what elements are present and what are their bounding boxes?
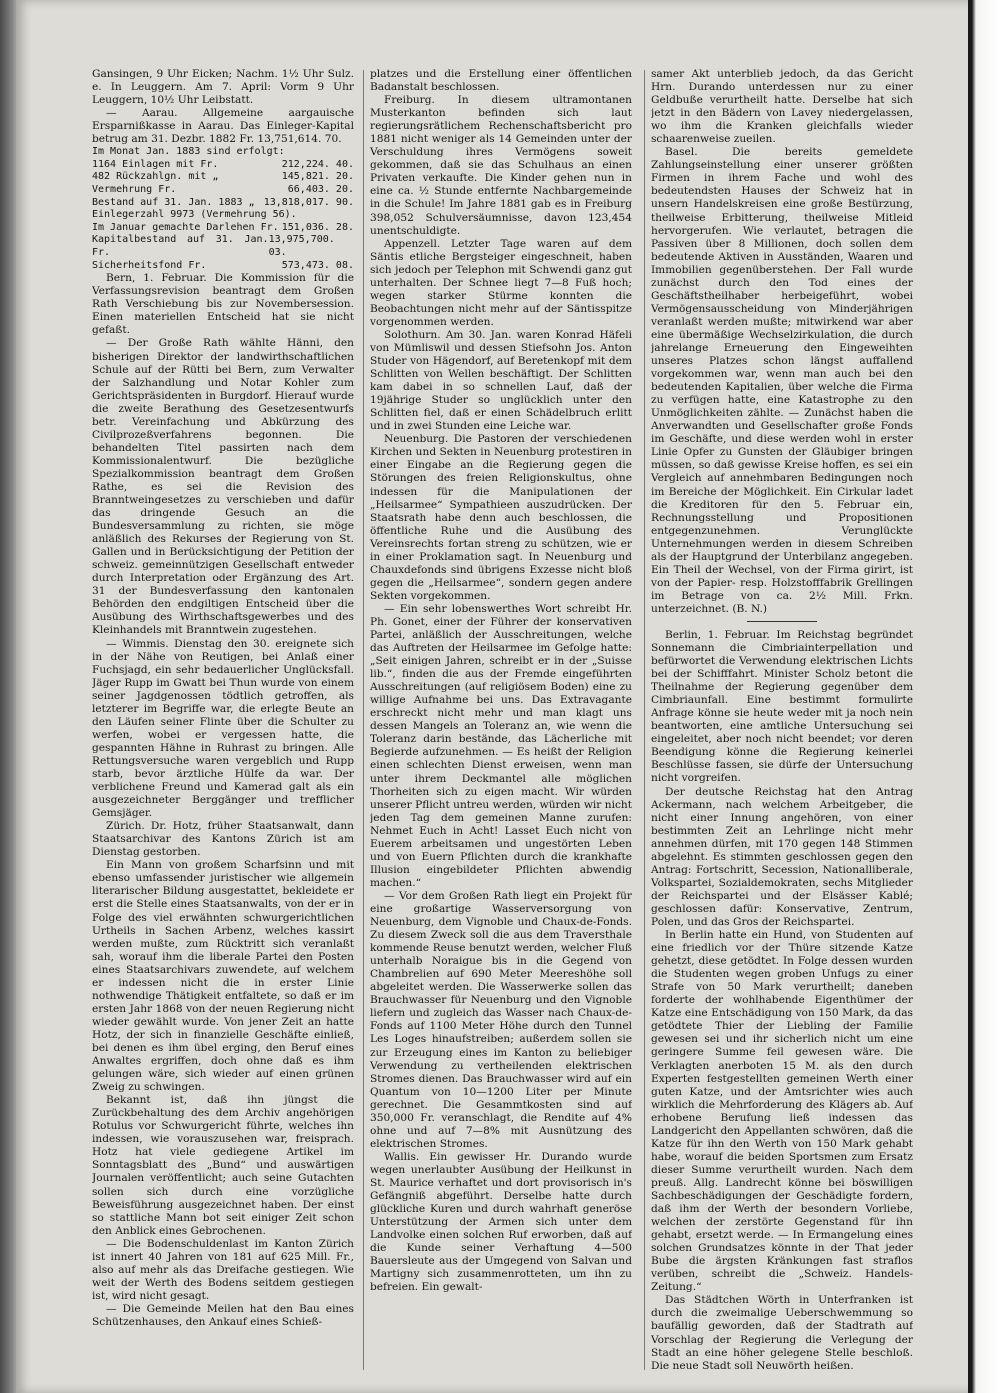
ledger-row: 1164 Einlagen mit Fr. 212,224. 40. (92, 158, 354, 170)
text-column-2 (370, 68, 632, 1378)
ledger-row: Kapitalbestand auf 31. Jan. Fr. 13,975,700. 03. (92, 234, 335, 259)
text-column-1 (92, 68, 354, 1378)
article-paragraph: Zürich. Dr. Hotz, früher Staatsanwalt, dann Staatsarchivar des Kantons Zürich ist am Dienstag gestorben. (92, 820, 354, 859)
article-paragraph: Appenzell. Letzter Tage waren auf dem Säntis etliche Bergsteiger eingeschneit, haben sich jedoch per Telephon mit Schwendi ganz gut unterhalten. Der Schnee liegt 7—8 Fuß hoch; wegen starker Stürme konnten die Beobachtungen nicht mehr auf der Säntisspitze vorgenommen werden. (370, 237, 632, 328)
article-paragraph: Solothurn. Am 30. Jan. waren Konrad Häfeli von Mümliswil und dessen Stiefsohn Jos. Anton Studer von Hägendorf, auf Beretenkopf mit dem Schlitten von Wellen beschäftigt. Der Schlitten kam dabei in so schnellen Lauf, daß der 19jährige Studer so unglücklich unter den Schlitten fiel, daß er einen Schädelbruch erlitt und in zwei Stunden eine Leiche war. (370, 328, 632, 433)
article-paragraph: Neuenburg. Die Pastoren der verschiedenen Kirchen und Sekten in Neuenburg protestiren in einer Eingabe an die Regierung gegen die Störungen des freien Religionskultus, ohne indessen für die Manipulationen der „Heilsarmee“ Sympathieen auszudrücken. Der Staatsrath habe denn auch beschlossen, die öffentliche Ruhe und die Ausübung des Vereinsrechts fortan streng zu schützen, wie er in einer Proklamation sagt. In Neuenburg und Chauxdefonds sind übrigens Exzesse nicht bloß gegen die „Heilsarmee“, sondern gegen andere Sekten vorgekommen. (370, 433, 632, 602)
article-paragraph: Wallis. Ein gewisser Hr. Durando wurde wegen unerlaubter Ausübung der Heilkunst in St. Maurice verhaftet und dort provisorisch in's Gefängniß abgeführt. Derselbe hatte durch glückliche Kuren und durch wahrhaft generöse Unterstützung der Armen sich unter dem Landvolke einen solchen Ruf erworben, daß auf die Kunde seiner Verhaftung 4—500 Bauersleute aus der Umgegend von Salvan und Martigny sich zusammenrotteten, um ihn zu befreien. Ein gewalt- (370, 1150, 632, 1294)
article-paragraph: — Die Gemeinde Meilen hat den Bau eines Schützenhauses, den Ankauf eines Schieß- (92, 1302, 354, 1328)
article-paragraph: Basel. Die bereits gemeldete Zahlungseinstellung einer unserer größten Firmen in ihrem Fache und wohl des bedeutendsten Hauses der Schweiz hat in unsern Handelskreisen eine große Bestürzung, theilweise Erbitterung, theilweise Mitleid hervorgerufen. Wie verlautet, betragen die Passiven über 8 Millionen, doch sollen dem bedeutende Aktiven in Ausständen, Waaren und Immobilien gegenüberstehen. Der Fall wurde zunächst durch den Tod eines der Geschäftstheilhaber herbeigeführt, wobei Vermögensausscheidung von Minderjährigen veranlaßt werden mußte; mitwirkend war aber eine übermäßige Wechselzirkulation, die durch jahrelange Erneuerung den Eingeweihten unseres Platzes schon längst auffallend vorgekommen war, wenn man auch bei den bedeutenden Kapitalien, über welche die Firma zu verfügen hatte, eine Katastrophe zu den Unmöglichkeiten zählte. — Zunächst haben die Anverwandten und Gesellschafter große Fonds im Geschäfte, und diese werden wohl in erster Linie Opfer zu Gunsten der Gläubiger bringen müssen, so daß gewisse Kreise hoffen, es sei ein Vergleich auf annehmbaren Bedingungen noch im Bereiche der Möglichkeit. Ein Cirkular ladet die Kreditoren für den 5. Februar ein, Rechnungsstellung und Propositionen entgegenzunehmen. Verunglückte Unternehmungen werden in diesem Schreiben als der Hauptgrund der Unterbilanz angegeben. Ein Theil der Wechsel, von der Firma girirt, ist von der Papier- resp. Holzstofffabrik Grellingen im Betrage von ca. 2½ Mill. Frkn. unterzeichnet. (B. N.) (651, 146, 913, 615)
article-paragraph: In Berlin hatte ein Hund, von Studenten auf eine friedlich vor der Thüre sitzende Katze gehetzt, diese getödtet. In Folge dessen wurden die Studenten wegen groben Unfugs zu einer Strafe von 50 Mark verurtheilt; daneben forderte der wohlhabende Eigenthümer der Katze eine Entschädigung von 150 Mark, da das getödtete Thier der Liebling der Familie gewesen sei und ihr sicherlich nicht um eine geringere Summe feil gewesen wäre. Die Verklagten anerboten 15 M. als den durch Experten festgestellten gemeinen Werth einer guten Katze, und der Amtsrichter wies auch wirklich die Mehrforderung des Klägers ab. Auf erhobene Berufung ließ indessen das Landgericht den Appellanten schwören, daß die Katze für ihn den Werth von 150 Mark gehabt habe, worauf die beiden Sportsmen zum Ersatz dieser Summe verurtheilt wurden. Nach dem preuß. Allg. Landrecht könne bei böswilligen Sachbeschädigungen der Geschädigte fordern, daß ihm der Werth der besondern Vorliebe, welchen der zerstörte Gegenstand für ihn gehabt, ersetzt werde. — In Ermangelung eines solchen Grundsatzes könnte in der That jeder Bube die ärgsten Kränkungen fast straflos verüben, schreibt die „Schweiz. Handels-Zeitung.“ (651, 929, 913, 1294)
article-paragraph: Bern, 1. Februar. Die Kommission für die Verfassungsrevision beantragt dem Großen Rath Verschiebung bis zur Novembersession. Einen materiellen Entscheid hat sie nicht gefaßt. (92, 272, 354, 337)
article-paragraph: — Der Große Rath wählte Hänni, den bisherigen Direktor der landwirthschaftlichen Schule auf der Rütti bei Bern, zum Verwalter der Salzhandlung und Notar Kohler zum Gerichtspräsidenten in Burgdorf. Hierauf wurde die zweite Berathung des Gesetzesentwurfs betr. Vereinfachung und Abkürzung des Civilprozeßverfahrens begonnen. Die behandelten Titel passirten nach dem Kommissionalentwurf. Die bezügliche Spezialkommission beantragt dem Großen Rathe, es sei die Revision des Branntweingesetzes zu verschieben und dafür das dringende Gesuch an die Bundesversammlung zu richten, sie möge anläßlich des Rekurses der Regierung von St. Gallen und in Berücksichtigung der Petition der schweiz. gemeinnützigen Gesellschaft entweder durch Interpretation oder Ergänzung des Art. 31 der Bundesverfassung den kantonalen Behörden den endgiltigen Entscheid über die Ausübung des Wirthschaftsgewerbes und des Kleinhandels mit Branntwein zugestehen. (92, 337, 354, 637)
column-rule (644, 70, 645, 1370)
article-paragraph: samer Akt unterblieb jedoch, da das Gericht Hrn. Durando unterdessen nur zu einer Geldbuße verurtheilt hatte. Derselbe hat sich jetzt in den Bädern von Lavey niedergelassen, wo ihm die Kranken gleichfalls wieder schaarenweise zueilen. (651, 68, 913, 146)
article-paragraph: Gansingen, 9 Uhr Eicken; Nachm. 1½ Uhr Sulz. e. In Leuggern. Am 7. April: Vorm 9 Uhr Leuggern, 10½ Uhr Leibstatt. (92, 68, 354, 107)
ledger-row: Sicherheitsfond Fr. 573,473. 08. (92, 259, 354, 271)
article-paragraph: — Wimmis. Dienstag den 30. ereignete sich in der Nähe von Reutigen, bei Anlaß einer Fuchsjagd, ein sehr bedauerlicher Unglücksfall. Jäger Rupp im Gwatt bei Thun wurde von einem seiner Jagdgenossen tödtlich getroffen, als letzterer im Begriffe war, die erlegte Beute an den Läufen seiner Flinte über die Schulter zu werfen, wobei er vergessen hatte, die gespannten Hähne in Ruhrast zu bringen. Alle Rettungsversuche waren vergeblich und Rupp starb, bevor ärztliche Hülfe da war. Der verblichene Freund und Kamerad galt als ein ausgezeichneter Berggänger und trefflicher Gemsjäger. (92, 637, 354, 820)
article-paragraph: Freiburg. In diesem ultramontanen Musterkanton befinden sich laut regierungsrätlichem Rechenschaftsbericht pro 1881 nicht weniger als 14 Gemeinden unter der Verschuldung ihres Vermögens soweit gekommen, daß sie das Schulhaus an einen Privaten verkaufte. Die Kinder gehen nun in eine ca. ½ Stunde entfernte Nachbargemeinde in die Schule! Im Jahre 1881 gab es in Freiburg 398,052 Schulversäumnisse, davon 123,454 unentschuldigte. (370, 94, 632, 237)
column-rule (363, 70, 364, 1370)
ledger-title: Im Monat Jan. 1883 sind erfolgt: (92, 146, 285, 158)
text-column-3 (651, 68, 913, 1378)
article-paragraph: Ein Mann von großem Scharfsinn und mit ebenso umfassender juristischer wie allgemein literarischer Bildung ausgestattet, bekleidete er erst die Stelle eines Staatsanwalts, von der er in Folge des viel erwähnten schwurgerichtlichen Urtheils in Sachen Arbenz, welches kassirt werden mußte, zum Rücktritt sich veranlaßt sah, worauf ihm die liberale Partei den Posten eines Staatsarchivars zuwendete, auf welchem er indessen nicht die in erster Linie nothwendige Thätigkeit entfaltete, so daß er im ersten Jahr 1868 von der neuen Regierung nicht wieder gewählt wurde. Von jener Zeit an hatte Hotz, der sich in finanzielle Geschäfte einließ, bei denen es ihm übel erging, den Beruf eines Anwaltes ergriffen, doch ohne daß es ihm gelungen wäre, sich wieder auf einen grünen Zweig zu schwingen. (92, 859, 354, 1094)
article-paragraph: — Aarau. Allgemeine aargauische Ersparnißkasse in Aarau. Das Einleger-Kapital betrug am 31. Dezbr. 1882 Fr. 13,751,614. 70. (92, 107, 354, 146)
ledger-row: Bestand auf 31. Jan. 1883 „ 13,818,017. 90. (92, 196, 354, 208)
section-divider (747, 621, 817, 622)
article-paragraph: — Ein sehr lobenswerthes Wort schreibt Hr. Ph. Gonet, einer der Führer der konservativen Partei, anläßlich der Ausschreitungen, welche das Auftreten der Heilsarmee im Gefolge hatte: „Seit einigen Jahren, schreibt er in der „Suisse lib.“, finden die aus der Fremde eingeführten Ausschreitungen (auf religiösem Boden) eine zu willige Aufnahme bei uns. Das Extravagante erschreckt nicht mehr und man klagt uns dessen Mangels an Toleranz an, wie wenn die Toleranz darin bestände, das Lächerliche mit Begierde aufzunehmen. — Es heißt der Religion einen schlechten Dienst erweisen, wenn man unter ihrem Deckmantel alle möglichen Thorheiten sich zu eigen macht. Wir würden unserer Pflicht untreu werden, würden wir nicht jeden Tag dem gemeinen Manne zurufen: Nehmet Euch in Acht! Lasset Euch nicht von Euerem arbeitsamen und ungestörten Leben und von Euern Pflichten durch die krankhafte Illusion eingebildeter Pflichten abwendig machen.“ (370, 602, 632, 889)
ledger-row: Einlegerzahl 9973 (Vermehrung 56). (92, 209, 297, 221)
article-paragraph: — Die Bodenschuldenlast im Kanton Zürich ist innert 40 Jahren von 181 auf 625 Mill. Fr., also auf mehr als das Dreifache gestiegen. Wie weit der Werth des Bodens seitdem gestiegen ist, wird nicht gesagt. (92, 1237, 354, 1302)
article-paragraph: Bekannt ist, daß ihn jüngst die Zurückbehaltung des dem Archiv angehörigen Rotulus vor Schwurgericht führte, welches ihn indessen, wie vorauszusehen war, freisprach. Hotz hat viele gediegene Artikel im Sonntagsblatt des „Bund“ und auswärtigen Journalen veröffentlicht; auch seine Gutachten sollen sich durch eine vorzügliche Beweisführung ausgezeichnet haben. Der einst so stattliche Mann bot seit einiger Zeit schon den Anblick eines Gebrochenen. (92, 1094, 354, 1237)
ledger-row: Vermehrung Fr. 66,403. 20. (92, 184, 354, 196)
savings-bank-ledger (92, 146, 354, 272)
article-paragraph: platzes und die Erstellung einer öffentlichen Badanstalt beschlossen. (370, 68, 632, 94)
article-paragraph: Der deutsche Reichstag hat den Antrag Ackermann, nach welchem Arbeitgeber, die nicht einer Innung angehören, von einer bestimmten Zeit an Lehrlinge nicht mehr annehmen dürfen, mit 170 gegen 148 Stimmen abgelehnt. Es stimmten geschlossen gegen den Antrag: Fortschritt, Secession, Nationalliberale, Volkspartei, Sozialdemokraten, sechs Mitglieder der Reichspartei und der Elsässer Kablé; geschlossen dafür: Konservative, Zentrum, Polen, und das Gros der Reichspartei. (651, 785, 913, 928)
article-paragraph: Das Städtchen Wörth in Unterfranken ist durch die zweimalige Ueberschwemmung so baufällig geworden, daß der Stadtrath auf Vorschlag der Regierung die Verlegung der Stadt an eine höher gelegene Stelle beschloß. Die neue Stadt soll Neuwörth heißen. (651, 1294, 913, 1372)
page-edge (968, 0, 1000, 1393)
article-paragraph: Berlin, 1. Februar. Im Reichstag begründet Sonnemann die Cimbriainterpellation und befürwortet die Verwendung elektrischen Lichts bei der Schifffahrt. Minister Scholz betont die Theilnahme der Regierung gegenüber dem Cimbriaunfall. Eine bestimmt formulirte Anfrage könne sie heute weder mit ja noch nein beantworten, eine amtliche Untersuchung sei eingeleitet, aber noch nicht beendet; vor deren Beendigung könne die Regierung keinerlei Beschlüsse fassen, sie dürfe der Untersuchung nicht vorgreifen. (651, 628, 913, 785)
ledger-row: Im Januar gemachte Darlehen Fr. 151,036. 28. (92, 221, 354, 233)
article-paragraph: — Vor dem Großen Rath liegt ein Projekt für eine großartige Wasserversorgung von Neuenburg, dem Vignoble und Chaux-de-Fonds. Zu diesem Zweck soll die aus dem Traversthale kommende Reuse benutzt werden, welcher Fluß unterhalb Noraigue bis in die Gegend von Chambrelien auf 690 Meter Meereshöhe soll abgeleitet werden. Die Wasserwerke sollen das Brauchwasser für Neuenburg und den Vignoble liefern und zugleich das Wasser nach Chaux-de-Fonds auf 1100 Meter Höhe durch den Tunnel Les Loges hinaufstreiben; außerdem sollen sie zur Erzeugung eines im Kanton zu beliebiger Verwendung zu vertheilenden elektrischen Stromes dienen. Das Brauchwasser wird auf ein Quantum von 10—1200 Liter per Minute gerechnet. Die Gesammtkosten sind auf 350,000 Fr. veranschlagt, die Rendite auf 4% ohne und auf 7—8% mit Ausnützung des elektrischen Stromes. (370, 889, 632, 1150)
ledger-row: 482 Rückzahlgn. mit „ 145,821. 20. (92, 171, 354, 183)
